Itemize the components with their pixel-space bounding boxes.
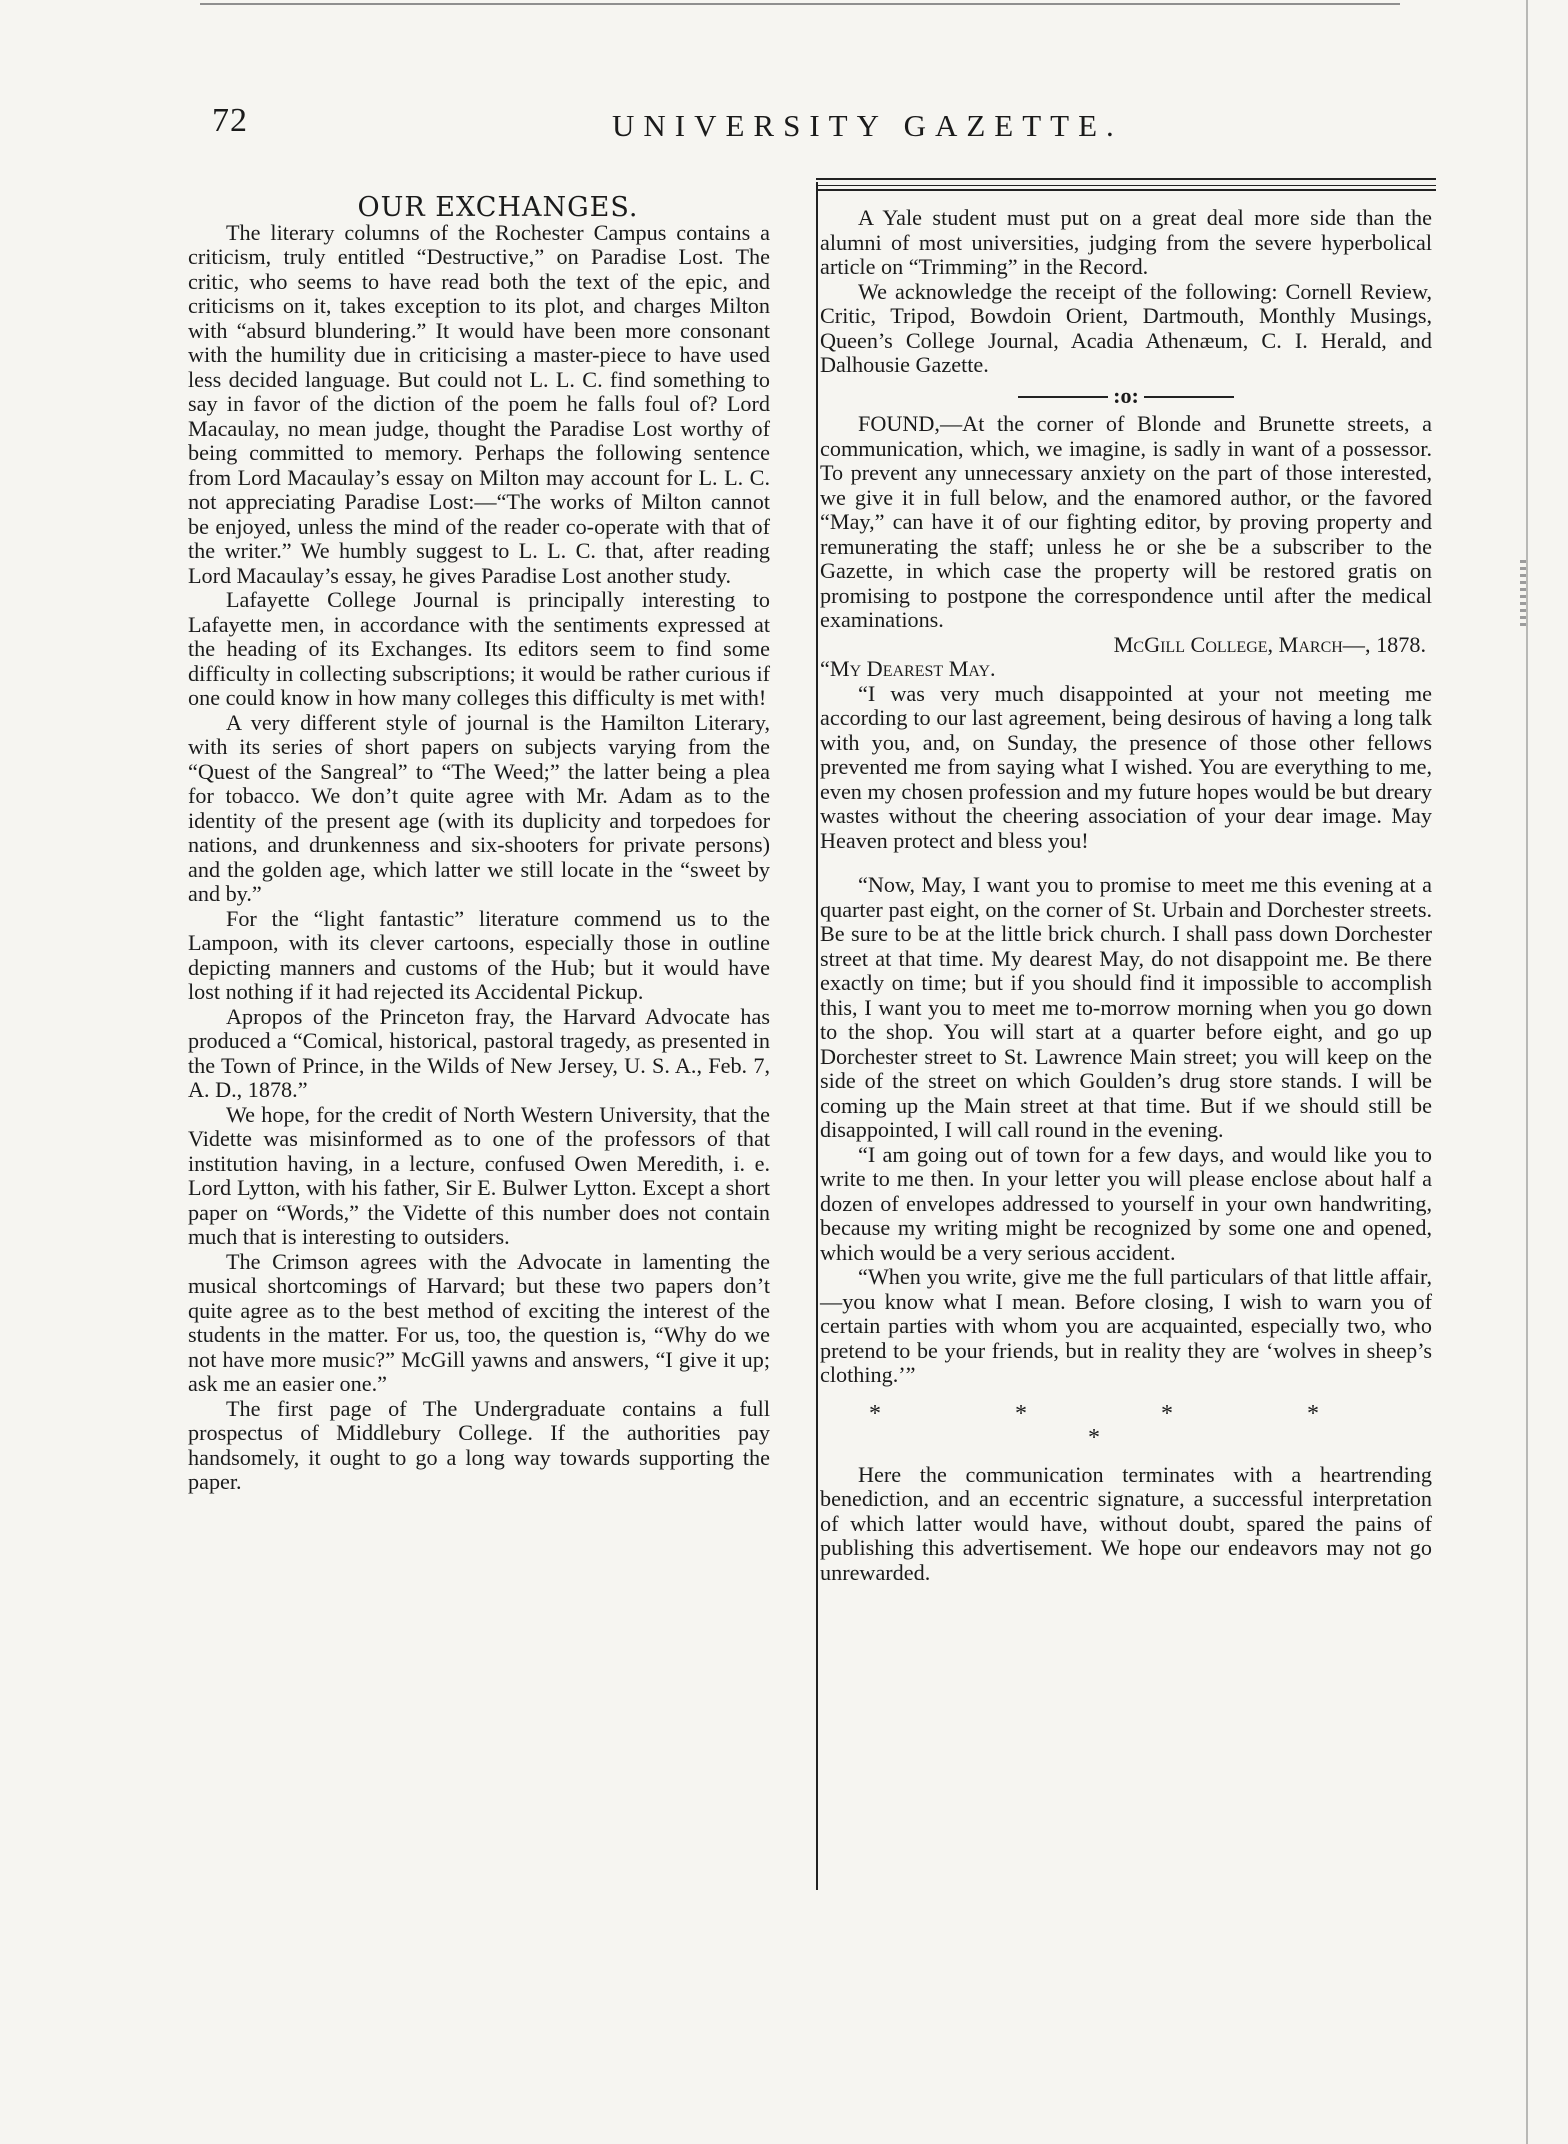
paragraph-closing: Here the communication terminates with a heartrending benediction, and an eccentric signature, a successful interpretation of which latter would have, without doubt, spared the pains of publishing this advertisement. We hope our endeavors may not go unrewarded. — [820, 1461, 1432, 1585]
spacer — [820, 853, 1432, 873]
letter-paragraph-2: “Now, May, I want you to promise to meet me this evening at a quarter past eight, on the corner of St. Urbain and Dorchester streets. Be sure to be at the little brick church. I shall pass down Dorchester street at that time. My dearest May, do not disappoint me. Be there exactly on time; but if you should find it impossible to accomplish this, I want you to meet me to-morrow morning when you go down to the shop. You will start at a quarter before eight, and go up Dorchester street to St. Lawrence Main street; you will keep on the side of the street on which Goulden’s drug store stands. I will be coming up the Main street at that time. But if we should still be disappointed, I will call round in the evening. — [820, 872, 1432, 1142]
masthead-title: UNIVERSITY GAZETTE. — [612, 108, 1123, 143]
letter-paragraph-1: “I was very much disappointed at your not meeting me according to our last agreement, being desirous of having a long talk with you, and, on Sunday, the presence of those other fellows prevented me from saying what I wished. You are everything to me, even my chosen profession and my future hopes would be but dreary wastes without the cheering association of your dear image. May Heaven protect and bless you! — [820, 680, 1432, 853]
paragraph-lafayette: Lafayette College Journal is principally interesting to Lafayette men, in accordance with the sentiments expressed at the heading of its Exchanges. Its editors seem to find some difficulty in collecting subscriptions; it would be rather curious if one could know in how many colleges this difficulty is met with! — [188, 587, 770, 710]
header-rule-3 — [816, 189, 1436, 191]
separator-line-right — [1144, 396, 1234, 398]
paragraph-vidette: We hope, for the credit of North Western University, that the Vidette was misinformed as to one of the professors of that institution having, in a lecture, confused Owen Meredith, i. e. Lord Lytton, with his father, Sir E. Bulwer Lytton. Except a short paper on “Words,” the Vidette of this number does not contain much that is interesting to outsiders. — [188, 1101, 770, 1249]
paragraph-found: FOUND,—At the corner of Blonde and Brunette streets, a communication, which, we imagine, is sadly in want of a possessor. To prevent any unnecessary anxiety on the part of those interested, we give it in full below, and the enamored author, or the favored “May,” can have it of our fighting editor, by proving property and remunerating the staff; unless he or she be a subscriber to the Gazette, in which case the property will be restored gratis on promising to postpone the correspondence until after the medical examinations. — [820, 411, 1432, 632]
separator-mark: :o: — [1113, 382, 1139, 408]
paragraph-rochester-campus: The literary columns of the Rochester Campus contains a criticism, truly entitled “Destructive,” on Paradise Lost. The critic, who seems to have read both the text of the epic, and criticisms on it, takes exception to its plot, and charges Milton with “absurd blundering.” It would have been more consonant with the humility due in criticising a master-piece to have used less decided language. But could not L. L. C. find something to say in favor of the diction of the poem he falls foul of? Lord Macaulay, no mean judge, thought the Paradise Lost worthy of being committed to memory. Perhaps the following sentence from Lord Macaulay’s essay on Milton may account for L. L. C. not appreciating Paradise Lost:—“The works of Milton cannot be enjoyed, unless the mind of the reader co-operate with that of the writer.” We humbly suggest to L. L. C. that, after reading Lord Macaulay’s essay, he gives Paradise Lost another study. — [188, 219, 770, 588]
paragraph-hamilton: A very different style of journal is the Hamilton Literary, with its series of short papers on subjects varying from the “Quest of the Sangreal” to “The Weed;” the latter being a plea for tobacco. We don’t quite agree with Mr. Adam as to the identity of the present age (with its duplicity and torpedoes for nations, and drunkenness and six-shooters for private persons) and the golden age, which latter we still locate in the “sweet by and by.” — [188, 709, 770, 906]
asterisk-break: * * * * * — [869, 1400, 1383, 1451]
header-rule-1 — [816, 178, 1436, 180]
paragraph-yale: A Yale student must put on a great deal more side than the alumni of most universities, judging from the severe hyperbolical article on “Trimming” in the Record. — [820, 205, 1432, 279]
paragraph-lampoon: For the “light fantastic” literature commend us to the Lampoon, with its clever cartoons, especially those in outline depicting manners and customs of the Hub; but it would have lost nothing if it had rejected its Accidental Pickup. — [188, 905, 770, 1004]
scan-mark — [1520, 560, 1526, 630]
right-column — [820, 206, 1432, 1585]
page-number: 72 — [212, 102, 248, 139]
section-heading: OUR EXCHANGES. — [357, 192, 639, 223]
paragraph-undergraduate: The first page of The Undergraduate contains a full prospectus of Middlebury College. If the authorities pay handsomely, it ought to go a long way towards supporting the paper. — [188, 1395, 770, 1494]
letter-paragraph-3: “I am going out of town for a few days, and would like you to write to me then. In your letter you will please enclose about half a dozen of envelopes addressed to yourself in your own handwriting, because my writing might be recognized by some one and opened, which would be a very serious accident. — [820, 1141, 1432, 1265]
letter-dateline: McGill College, March—, 1878. — [1113, 631, 1426, 657]
header-rule-2 — [816, 185, 1436, 186]
page-header — [212, 96, 1447, 156]
paragraph-harvard-advocate: Apropos of the Princeton fray, the Harvard Advocate has produced a “Comical, historical, pastoral tragedy, as presented in the Town of Prince, in the Wilds of New Jersey, U. S. A., Feb. 7, A. D., 1878.” — [188, 1003, 770, 1102]
top-scan-rule — [200, 3, 1400, 5]
separator-line-left — [1018, 396, 1108, 398]
page-edge — [1526, 0, 1528, 2144]
letter-salutation: “My Dearest May. — [820, 656, 996, 681]
column-divider — [816, 182, 818, 1890]
section-separator — [820, 384, 1432, 409]
letter-paragraph-4: “When you write, give me the full particulars of that little affair,—you know what I mean. Before closing, I wish to warn you of certain parties with whom you are acquainted, especially two, who pretend to be your friends, but in reality they are ‘wolves in sheep’s clothing.’” — [820, 1264, 1432, 1387]
paragraph-crimson: The Crimson agrees with the Advocate in lamenting the musical shortcomings of Harvard; but these two papers don’t quite agree as to the best method of exciting the interest of the students in the matter. For us, too, the question is, “Why do we not have more music?” McGill yawns and answers, “I give it up; ask me an easier one.” — [188, 1248, 770, 1396]
left-column — [188, 192, 770, 1495]
paragraph-acknowledge: We acknowledge the receipt of the following: Cornell Review, Critic, Tripod, Bowdoin Orient, Dartmouth, Monthly Musings, Queen’s College Journal, Acadia Athenæum, C. I. Herald, and Dalhousie Gazette. — [820, 278, 1432, 377]
